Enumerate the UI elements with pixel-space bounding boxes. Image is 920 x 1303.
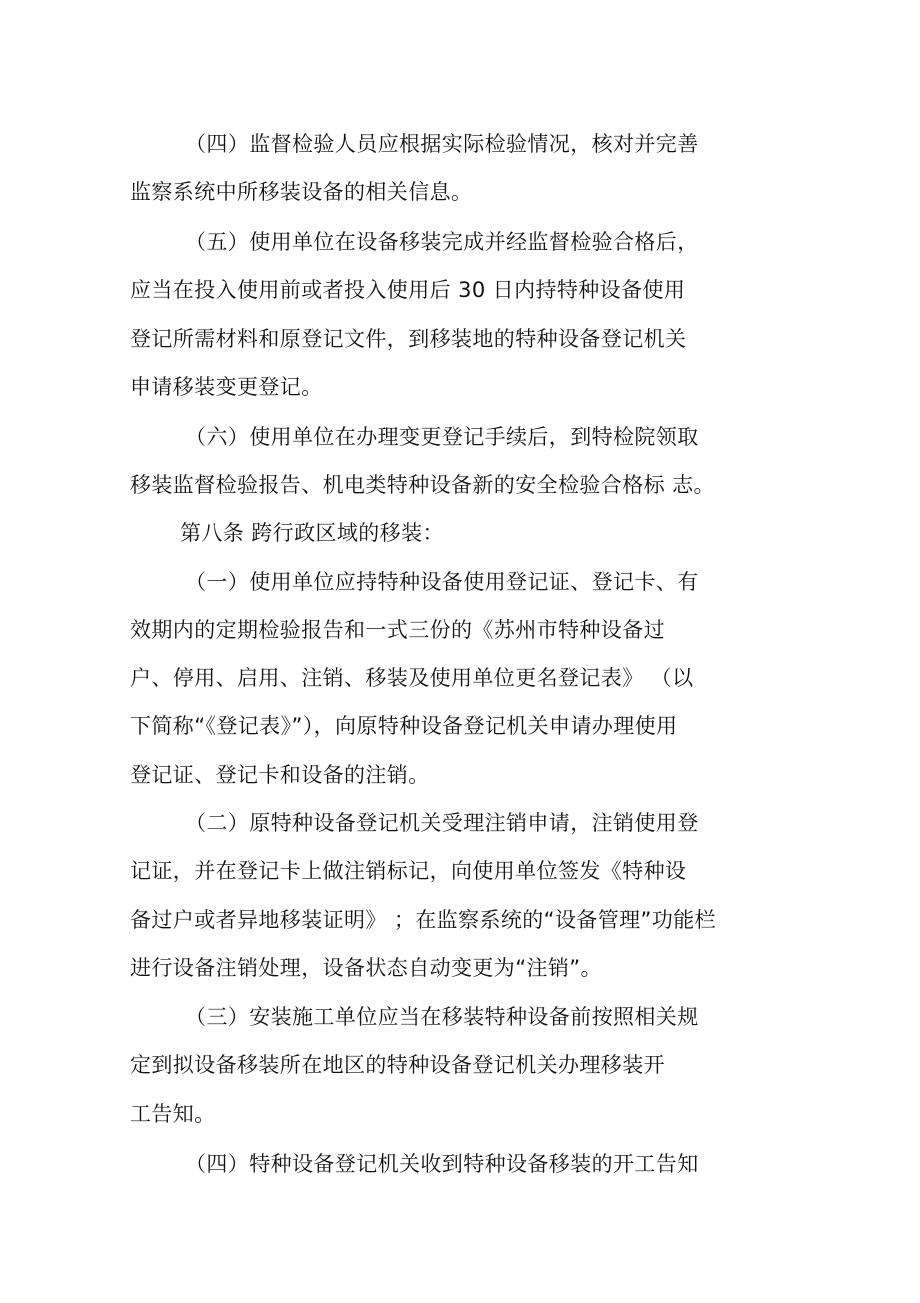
paragraph-line: 户、停用、启用、注销、移装及使用单位更名登记表》 （以 (130, 666, 694, 690)
paragraph-line: 登记所需材料和原登记文件，到移装地的特种设备登记机关 (130, 327, 687, 351)
paragraph-line: （一）使用单位应持特种设备使用登记证、登记卡、有 (185, 570, 699, 594)
paragraph-line: 记证，并在登记卡上做注销标记，向使用单位签发《特种设 (130, 859, 687, 883)
paragraph-line: 工告知。 (130, 1102, 216, 1126)
paragraph-line: 下简称“《登记表》”），向原特种设备登记机关申请办理使用 (130, 714, 678, 738)
article-heading: 第八条 跨行政区域的移装： (180, 521, 444, 545)
paragraph-line: 进行设备注销处理，设备状态自动变更为“注销”。 (130, 956, 602, 980)
paragraph-line: 申请移装变更登记。 (130, 375, 323, 399)
paragraph-line: 监察系统中所移装设备的相关信息。 (130, 180, 473, 204)
paragraph-line: 移装监督检验报告、机电类特种设备新的安全检验合格标 志。 (130, 473, 715, 497)
paragraph-line: 定到拟设备移装所在地区的特种设备登记机关办理移装开 (130, 1053, 665, 1077)
paragraph-line: 登记证、登记卡和设备的注销。 (130, 763, 430, 787)
paragraph-line: （二）原特种设备登记机关受理注销申请，注销使用登 (185, 811, 699, 835)
paragraph-line: （五）使用单位在设备移装完成并经监督检验合格后， (185, 230, 699, 254)
paragraph-line: （三）安装施工单位应当在移装特种设备前按照相关规 (185, 1005, 699, 1029)
paragraph-line: 效期内的定期检验报告和一式三份的《苏州市特种设备过 (130, 618, 665, 642)
paragraph-line: （四）监督检验人员应根据实际检验情况，核对并完善 (185, 132, 699, 156)
paragraph-line: （四）特种设备登记机关收到特种设备移装的开工告知 (185, 1152, 699, 1176)
paragraph-line: 应当在投入使用前或者投入使用后 30 日内持特种设备使用 (130, 278, 686, 302)
paragraph-line: 备过户或者异地移装证明》 ；在监察系统的“设备管理”功能栏 (130, 908, 717, 932)
paragraph-line: （六）使用单位在办理变更登记手续后，到特检院领取 (185, 425, 699, 449)
